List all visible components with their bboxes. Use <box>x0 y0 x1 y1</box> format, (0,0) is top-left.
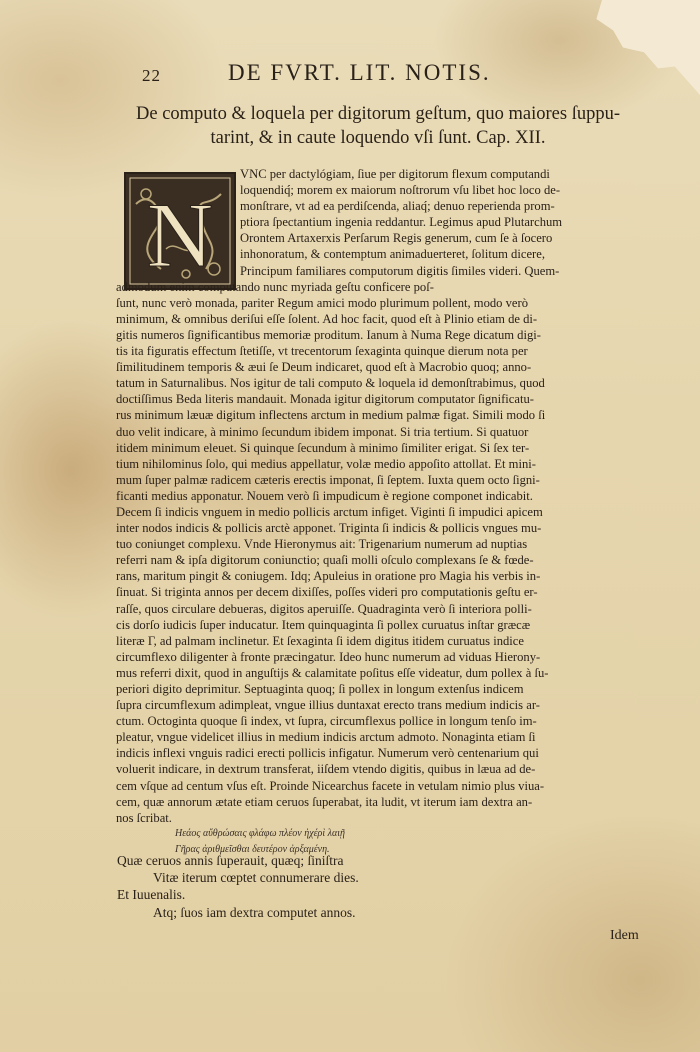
latin-verse-line-3: Et Iuuenalis. <box>117 887 186 902</box>
body-line: itidem minimum eleuet. Si quinque ſecundum à minimo ſimiliter erigat. Si ſex ter- <box>116 440 530 455</box>
body-line: ſinuat. Si triginta annos per decem dixiſſes, poſſes videri pro computationis geſtu er- <box>116 585 538 600</box>
body-line: rus minimum læuæ digitum inflectens arctum in medium palmæ figat. Simili modo ſi <box>116 408 546 423</box>
body-line: monſtrare, vt ad ea perdiſcenda, aliaq́; denuo reperienda prom- <box>240 199 555 214</box>
initial-letter: N <box>146 184 214 286</box>
folio-number: 22 <box>142 66 161 85</box>
body-line: Principum familiares computorum digitis ſimiles videri. Quem- <box>240 263 560 278</box>
body-line: Orontem Artaxerxis Perſarum Regis generum, cum ſe à ſocero <box>240 231 553 246</box>
body-line: gitis numeros ſignificantibus memoriæ proditum. Ianum à Numa Rege dicatum digi- <box>116 327 541 342</box>
greek-verse-line-1: Ηεάος αὔθρώσαις φλάφω πλέον ἠχέρὶ λαιῇ <box>175 828 345 839</box>
body-line: ctum. Octoginta quoque ſi index, vt ſupra, circumflexus pollice in longum tenſo im- <box>116 714 537 729</box>
body-line: inter nodos indicis & pollicis arctè apponet. Triginta ſi indicis & pollicis vngues mu- <box>116 521 542 536</box>
body-line: ptiora ſpectantium ingenia reddantur. Legimus apud Plutarchum <box>240 215 563 230</box>
body-line: ſunt, nunc verò monada, pariter Regum amici modo plurimum pollent, modo verò <box>116 295 529 310</box>
body-line: literæ Γ, ad palmam inclinetur. Et ſexaginta ſi idem digitus itidem curuatus indice <box>116 633 524 648</box>
body-line: ſimilitudinem temporis & æui ſe Deum indicaret, quod eſt à Macrobio quoq; anno- <box>116 360 532 375</box>
body-line: circumflexo diligenter à fronte præcingatur. Ideo hunc numerum ad viduas Hierony- <box>116 649 541 664</box>
body-line: cem, quæ annorum ætate etiam ceruos ſuperabat, ita ludit, vt iterum iam dextra an- <box>116 794 533 809</box>
body-line: mus referri dixit, quod in anguſtijs & calamitate poſitus eſſe videatur, dum pollex à ſu- <box>116 665 549 680</box>
catchword: Idem <box>610 928 639 943</box>
body-line: raſſe, quos circulare debueras, digitos aperuiſſe. Quadraginta verò ſi interiora polli- <box>116 601 532 616</box>
body-line: VNC per dactylógiam, ſiue per digitorum flexum computandi <box>240 167 550 181</box>
body-line: periori digito deprimitur. Septuaginta quoq; ſi pollex in longum extenſus indicem <box>116 682 524 696</box>
body-line: indicis inflexi vnguis radici erecti pollicis infigatur. Numerum verò centenarium qui <box>116 746 539 761</box>
body-line: tatum in Saturnalibus. Nos igitur de tali computo & loquela id demonſtrabimus, quod <box>116 376 545 391</box>
latin-verse-line-4: Atq; ſuos iam dextra computet annos. <box>153 905 356 920</box>
body-line: tium nihilominus ſolo, qui medius appellatur, volæ medio appoſito attollat. Et mini- <box>116 456 536 471</box>
body-line: cis dorſo iudicis ſuper inducatur. Item quinquaginta ſi pollex curuatus inſtar græcæ <box>116 617 531 632</box>
body-line: ſupra circumflexum adimpleat, vngue illius duntaxat erecto trans medium indicis ar- <box>116 698 540 713</box>
body-line: pleatur, vngue videlicet illius in medium indicis arctum admoto. Nonaginta etiam ſi <box>116 730 536 745</box>
body-line: tis ita figuratis effectum ſtetiſſe, vt trecentorum ſexaginta quinque dierum nota per <box>116 344 528 359</box>
body-line: voluerit indicare, in dextrum transferat, iiſdem vtendo digitis, quibus in læua ad de- <box>116 762 536 777</box>
chapter-heading <box>118 102 638 150</box>
chapter-heading-line-2: tarint, & in caute loquendo vſi ſunt. Cap. XII. <box>210 128 546 148</box>
body-line: minimum, & omnibus deriſui eſſe ſolent. Ad hoc facit, quod eſt à Plinio etiam de di- <box>116 311 538 326</box>
body-line: Decem ſi indicis vnguem in medio pollicis arctum infiget. Viginti ſi impudici apicem <box>116 504 543 519</box>
body-text <box>116 166 638 826</box>
running-head: DE FVRT. LIT. NOTIS. <box>228 60 491 85</box>
body-line: tuo coniunget complexu. Vnde Hieronymus ait: Trigenarium numerum ad nuptias <box>116 537 528 552</box>
body-line: nos ſcribat. <box>116 810 172 825</box>
body-line: admodum enim computando nunc myriada geſtu conficere poſ- <box>116 279 434 294</box>
latin-verse-line-2: Vitæ iterum cœptet connumerare dies. <box>153 870 359 885</box>
latin-verse-line-1: Quæ ceruos annis ſuperauit, quæq; ſiniſtra <box>117 853 344 868</box>
greek-verse-line-2: Γῆρας ἀριθμεῖσθαι δευτέρον ἀρξαμένη. <box>175 844 330 855</box>
body-line: cem vſque ad centum vſus eſt. Proinde Nicearchus facete in vetulam nimio plus viua- <box>116 778 545 793</box>
page-header <box>0 60 700 100</box>
body-line: doctiſſimus Beda literis mandauit. Monada igitur digitorum computator ſignificatu- <box>116 392 534 407</box>
body-line: rans, maritum pingit & coniugem. Idq; Apuleius in oratione pro Magia his verbis in- <box>116 569 541 584</box>
body-line: ficanti medius apponatur. Nouem verò ſi impudicum è regione componet indicabit. <box>116 488 533 503</box>
chapter-heading-line-1: De computo & loquela per digitorum geſtum, quo maiores ſuppu- <box>136 104 620 124</box>
body-line: inhonoratum, & contemptum animaduerteret, ſolitum dicere, <box>240 247 545 262</box>
body-line: duo velit indicare, à minimo ſecundum ibidem imponat. Si tria tertium. Si quatuor <box>116 424 529 439</box>
body-line: loquendiq́; morem ex maiorum noſtrorum vſu libet hoc loco de- <box>240 183 561 198</box>
body-line: mum ſuper palmæ radicem cæteris erectis imponat, ſi ſeptem. Iuxta quem octo ſigni- <box>116 472 540 487</box>
body-line: referri nam & ipſa digitorum coniunctio; quaſi molli oſculo complexans ſe & fœde- <box>116 553 534 568</box>
